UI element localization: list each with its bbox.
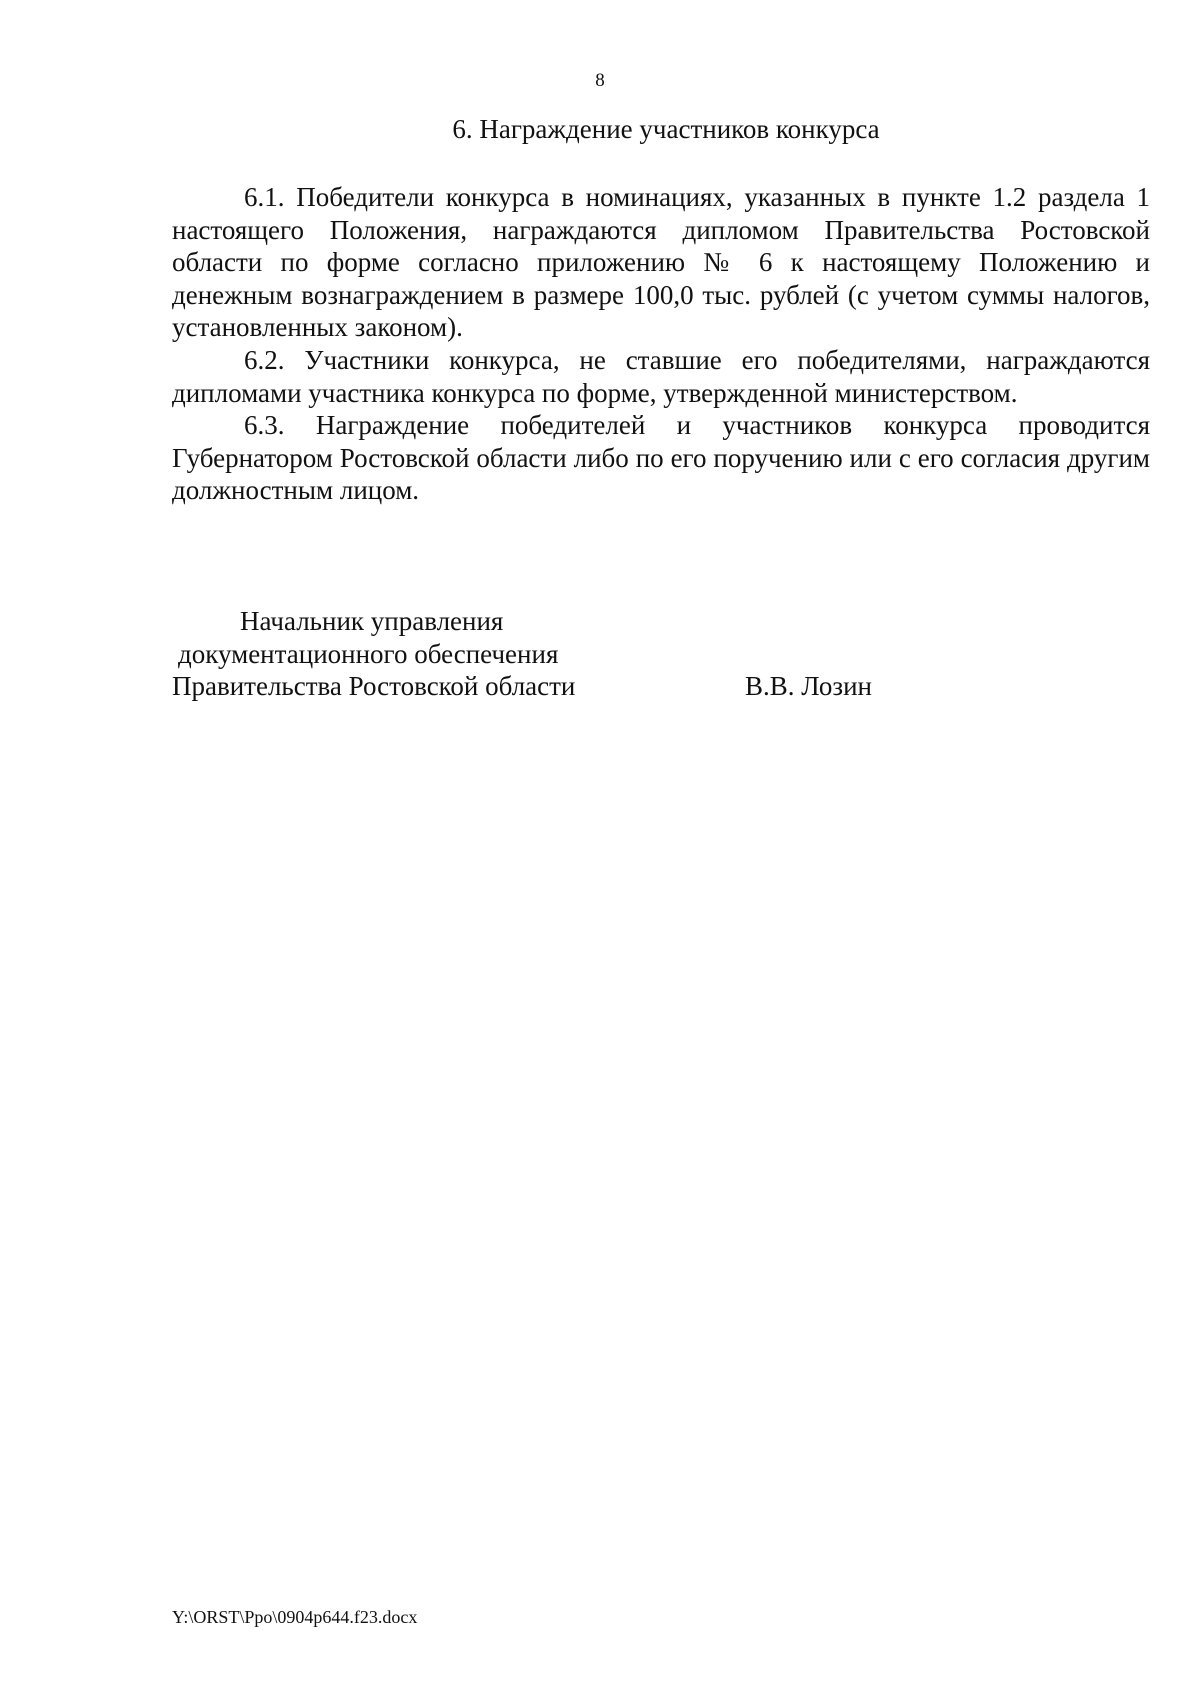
section-title: 6. Награждение участников конкурса xyxy=(452,114,880,144)
paragraph-6-1: 6.1. Победители конкурса в номинациях, указанных в пункте 1.2 раздела 1 настоящего Положения, награждаются дипломом Правительства Ростовской области по форме согласно приложению № 6 к настоящему Положению и денежным вознаграждением в размере 100,0 тыс. рублей (с учетом суммы налогов, установленных законом). xyxy=(172,182,1150,343)
signature-position-line: документационного обеспечения xyxy=(178,638,559,669)
page-number: 8 xyxy=(595,70,605,91)
signatory-name: В.В. Лозин xyxy=(745,671,872,701)
paragraph-6-3: 6.3. Награждение победителей и участников конкурса проводится Губернатором Ростовской области либо по его поручению или с его согласия другим должностным лицом. xyxy=(172,410,1150,506)
signature-position-line: Начальник управления xyxy=(240,606,504,636)
footer-file-path: Y:\ORST\Ppo\0904p644.f23.docx xyxy=(172,1607,418,1627)
signature-block xyxy=(172,605,575,703)
body-text xyxy=(172,181,1150,507)
paragraph-6-2: 6.2. Участники конкурса, не ставшие его победителями, награждаются дипломами участника конкурса по форме, утвержденной министерством. xyxy=(172,344,1150,408)
signature-position-line: Правительства Ростовской области xyxy=(172,671,576,702)
